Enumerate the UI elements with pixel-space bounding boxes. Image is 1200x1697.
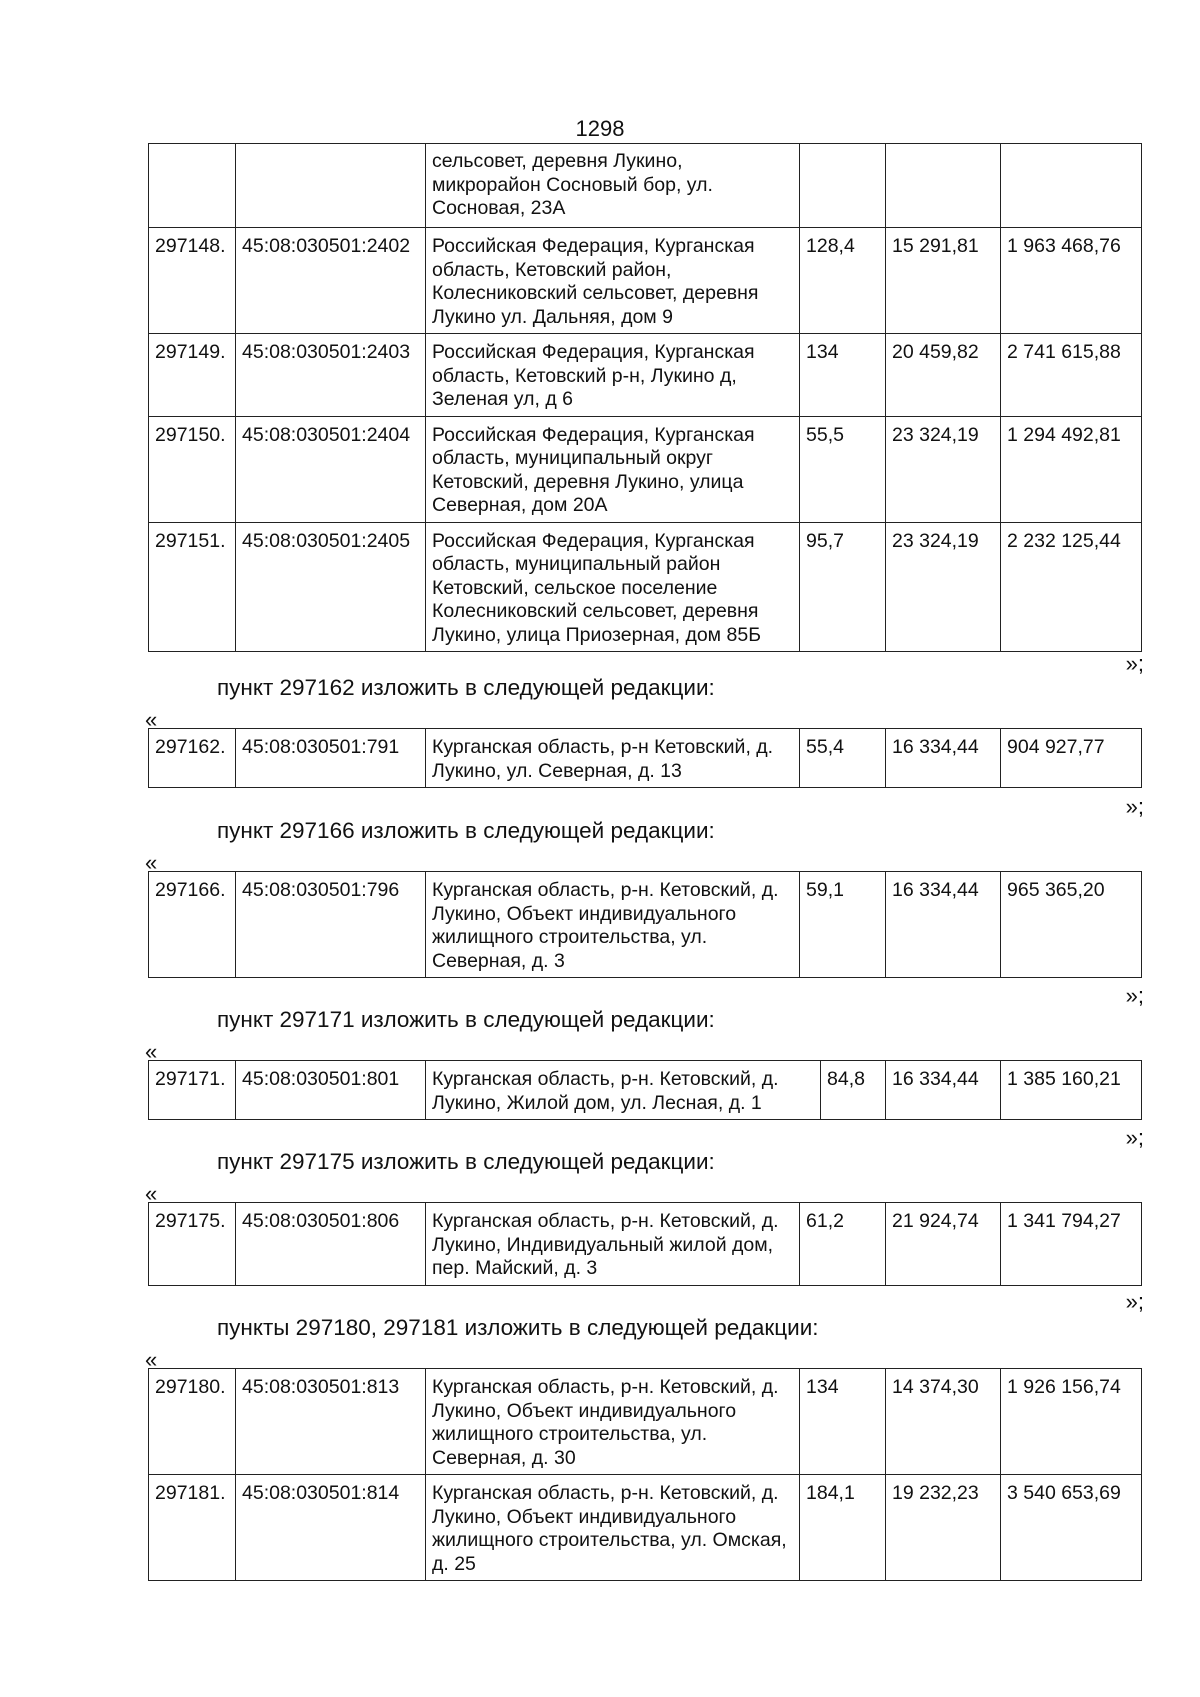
table-row [149, 416, 1142, 522]
address-cell: Российская Федерация, Курганская область, Кетовский р-н, Лукино д, Зеленая ул, д 6 [426, 334, 800, 417]
cadastral-number-cell: 45:08:030501:806 [236, 1203, 426, 1286]
row-number-cell: 297150. [149, 416, 236, 522]
address-cell: Российская Федерация, Курганская область, муниципальный район Кетовский, сельское поселение Колесниковский сельсовет, деревня Лукино, улица Приозерная, дом 85Б [426, 522, 800, 652]
value-cell: 1 294 492,81 [1001, 416, 1142, 522]
cadastral-number-cell: 45:08:030501:801 [236, 1061, 426, 1120]
cadastral-number-cell: 45:08:030501:813 [236, 1369, 426, 1475]
rate-cell: 14 374,30 [886, 1369, 1001, 1475]
address-cell: Российская Федерация, Курганская область, Кетовский район, Колесниковский сельсовет, деревня Лукино ул. Дальняя, дом 9 [426, 228, 800, 334]
table-row [149, 1061, 1142, 1120]
register-table [148, 871, 1142, 978]
address-cell: Курганская область, р-н. Кетовский, д. Лукино, Объект индивидуального жилищного строительства, ул. Северная, д. 3 [426, 872, 800, 978]
area-cell: 134 [800, 1369, 886, 1475]
cadastral-number-cell: 45:08:030501:814 [236, 1475, 426, 1581]
amendment-instruction: пункт 297175 изложить в следующей редакции: [217, 1149, 715, 1174]
opening-quote: « [145, 850, 158, 875]
address-cell: Курганская область, р-н. Кетовский, д. Лукино, Индивидуальный жилой дом, пер. Майский, д. 3 [426, 1203, 800, 1286]
row-number-cell: 297148. [149, 228, 236, 334]
area-cell: 59,1 [800, 872, 886, 978]
amendment-instruction: пункты 297180, 297181 изложить в следующей редакции: [217, 1315, 819, 1340]
value-cell: 1 963 468,76 [1001, 228, 1142, 334]
cadastral-number-cell: 45:08:030501:791 [236, 729, 426, 788]
rate-cell: 21 924,74 [886, 1203, 1001, 1286]
table-row [149, 144, 1142, 228]
value-cell: 965 365,20 [1001, 872, 1142, 978]
area-cell: 95,7 [800, 522, 886, 652]
opening-quote: « [145, 1181, 158, 1206]
value-cell: 2 232 125,44 [1001, 522, 1142, 652]
rate-cell: 20 459,82 [886, 334, 1001, 417]
address-cell: Курганская область, р-н. Кетовский, д. Лукино, Объект индивидуального жилищного строительства, ул. Омская, д. 25 [426, 1475, 800, 1581]
row-number-cell: 297166. [149, 872, 236, 978]
area-cell: 55,4 [800, 729, 886, 788]
rate-cell: 16 334,44 [886, 872, 1001, 978]
rate-cell: 23 324,19 [886, 416, 1001, 522]
row-number-cell: 297181. [149, 1475, 236, 1581]
address-cell: сельсовет, деревня Лукино, микрорайон Сосновый бор, ул. Сосновая, 23А [426, 144, 800, 228]
rate-cell: 16 334,44 [886, 1061, 1001, 1120]
register-table [148, 728, 1142, 788]
value-cell: 904 927,77 [1001, 729, 1142, 788]
area-cell: 128,4 [800, 228, 886, 334]
address-cell: Курганская область, р-н. Кетовский, д. Лукино, Объект индивидуального жилищного строительства, ул. Северная, д. 30 [426, 1369, 800, 1475]
register-table [148, 1368, 1142, 1581]
row-number-cell: 297151. [149, 522, 236, 652]
rate-cell: 19 232,23 [886, 1475, 1001, 1581]
rate-cell: 23 324,19 [886, 522, 1001, 652]
area-cell: 134 [800, 334, 886, 417]
closing-quote: »; [1125, 983, 1144, 1008]
row-number-cell: 297180. [149, 1369, 236, 1475]
address-cell: Курганская область, р-н. Кетовский, д. Лукино, Жилой дом, ул. Лесная, д. 1 [426, 1061, 821, 1120]
value-cell: 1 385 160,21 [1001, 1061, 1142, 1120]
table-row [149, 872, 1142, 978]
value-cell: 2 741 615,88 [1001, 334, 1142, 417]
area-cell [800, 144, 886, 228]
amendment-instruction: пункт 297166 изложить в следующей редакции: [217, 818, 715, 843]
closing-quote: »; [1125, 1289, 1144, 1314]
closing-quote: »; [1125, 794, 1144, 819]
table-row [149, 1203, 1142, 1286]
rate-cell: 15 291,81 [886, 228, 1001, 334]
register-table-continued [148, 143, 1142, 652]
cadastral-number-cell: 45:08:030501:2402 [236, 228, 426, 334]
table-row [149, 1369, 1142, 1475]
table-row [149, 729, 1142, 788]
cadastral-number-cell: 45:08:030501:2404 [236, 416, 426, 522]
row-number-cell [149, 144, 236, 228]
row-number-cell: 297162. [149, 729, 236, 788]
cadastral-number-cell: 45:08:030501:2403 [236, 334, 426, 417]
opening-quote: « [145, 1347, 158, 1372]
closing-quote: »; [1125, 651, 1144, 676]
area-cell: 184,1 [800, 1475, 886, 1581]
rate-cell: 16 334,44 [886, 729, 1001, 788]
address-cell: Курганская область, р-н Кетовский, д. Лукино, ул. Северная, д. 13 [426, 729, 800, 788]
address-cell: Российская Федерация, Курганская область, муниципальный округ Кетовский, деревня Лукино, улица Северная, дом 20А [426, 416, 800, 522]
table-row [149, 334, 1142, 417]
page-number: 1298 [575, 116, 625, 141]
closing-quote: »; [1125, 1125, 1144, 1150]
value-cell [1001, 144, 1142, 228]
rate-cell [886, 144, 1001, 228]
cadastral-number-cell: 45:08:030501:796 [236, 872, 426, 978]
value-cell: 1 341 794,27 [1001, 1203, 1142, 1286]
opening-quote: « [145, 1039, 158, 1064]
row-number-cell: 297175. [149, 1203, 236, 1286]
amendment-instruction: пункт 297171 изложить в следующей редакции: [217, 1007, 715, 1032]
cadastral-number-cell: 45:08:030501:2405 [236, 522, 426, 652]
row-number-cell: 297149. [149, 334, 236, 417]
register-table [148, 1202, 1142, 1286]
area-cell: 61,2 [800, 1203, 886, 1286]
area-cell: 84,8 [821, 1061, 886, 1120]
register-table [148, 1060, 1142, 1120]
table-row [149, 228, 1142, 334]
value-cell: 3 540 653,69 [1001, 1475, 1142, 1581]
row-number-cell: 297171. [149, 1061, 236, 1120]
table-row [149, 1475, 1142, 1581]
cadastral-number-cell [236, 144, 426, 228]
area-cell: 55,5 [800, 416, 886, 522]
opening-quote: « [145, 707, 158, 732]
amendment-instruction: пункт 297162 изложить в следующей редакции: [217, 675, 715, 700]
value-cell: 1 926 156,74 [1001, 1369, 1142, 1475]
table-row [149, 522, 1142, 652]
